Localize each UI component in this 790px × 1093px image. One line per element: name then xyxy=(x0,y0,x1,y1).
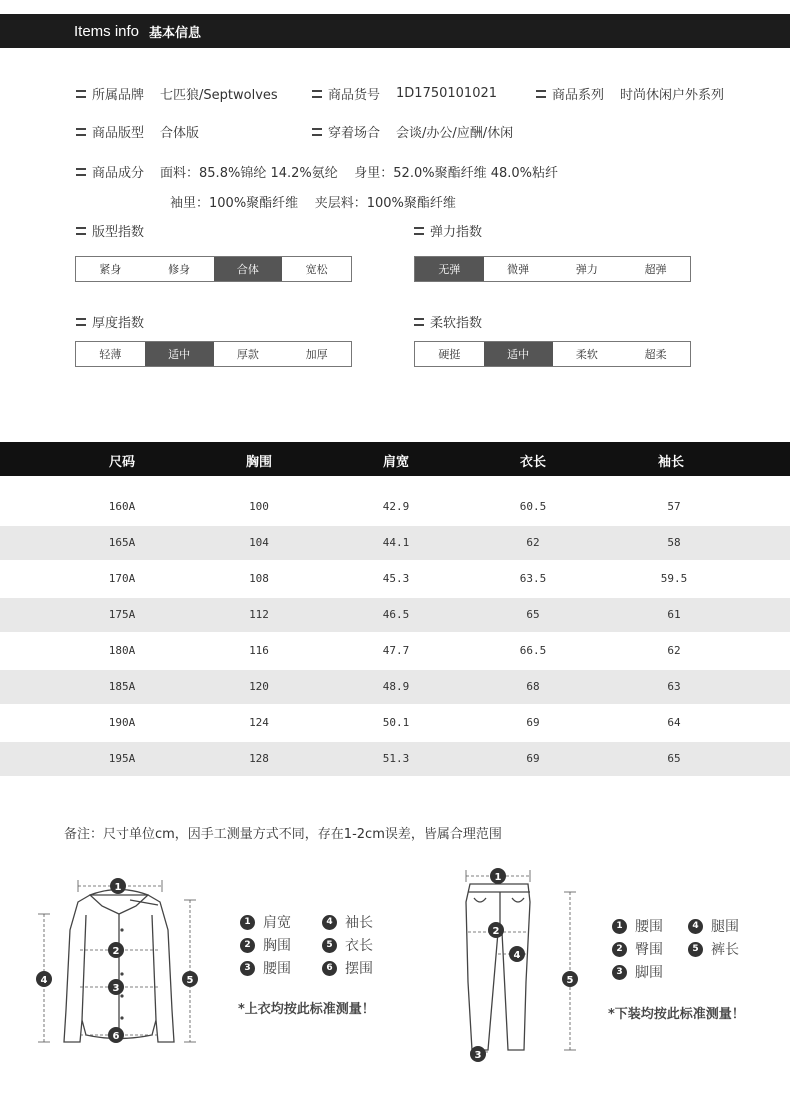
shirt-marker-1: 1 xyxy=(114,882,122,893)
table-cell: 104 xyxy=(249,536,269,549)
pants-legend-item: 3 脚围 xyxy=(612,962,663,982)
softness-option: 硬挺 xyxy=(438,348,461,361)
table-cell: 128 xyxy=(249,752,269,765)
col-sleeve-header: 袖长 xyxy=(657,455,685,470)
equals-icon xyxy=(312,90,322,98)
softness-index-title xyxy=(414,312,482,331)
table-cell: 63.5 xyxy=(519,572,547,585)
col-chest-header: 胸围 xyxy=(245,455,273,470)
occasion-value: 会谈/办公/应酬/休闲 xyxy=(396,126,514,141)
shirt-standard-note: *上衣均按此标准测量！ xyxy=(238,1002,375,1017)
table-cell: 46.5 xyxy=(382,608,410,621)
shirt-legend-item: 5 衣长 xyxy=(322,935,373,955)
table-cell: 62 xyxy=(526,536,540,549)
pants-legend xyxy=(612,916,782,986)
table-cell: 112 xyxy=(249,608,269,621)
pants-standard-note: *下装均按此标准测量！ xyxy=(608,1007,745,1022)
equals-icon xyxy=(76,168,86,176)
header-title-en: Items info xyxy=(74,22,140,40)
info-sku xyxy=(312,84,497,103)
pants-legend-item: 5 裤长 xyxy=(688,939,739,959)
shirt-marker-6: 6 xyxy=(112,1031,120,1042)
softness-option: 超柔 xyxy=(644,348,667,361)
table-row xyxy=(0,598,790,632)
table-cell: 45.3 xyxy=(382,572,410,585)
fit-label: 商品版型 xyxy=(92,126,145,141)
fit-index-title xyxy=(76,221,144,240)
table-cell: 42.9 xyxy=(382,500,410,513)
fit-index-scale xyxy=(75,256,352,282)
table-cell: 185A xyxy=(108,680,136,693)
info-fit xyxy=(76,122,199,141)
table-cell: 68 xyxy=(526,680,540,693)
table-cell: 64 xyxy=(667,716,681,729)
table-row xyxy=(0,634,790,668)
equals-icon xyxy=(76,227,86,235)
table-row xyxy=(0,706,790,740)
table-cell: 165A xyxy=(108,536,136,549)
shirt-marker-2: 2 xyxy=(112,946,120,957)
pants-legend-item: 4 腿围 xyxy=(688,916,739,936)
pants-marker-4: 4 xyxy=(513,950,521,961)
thickness-index-scale xyxy=(75,341,352,367)
pants-marker-5: 5 xyxy=(566,975,574,986)
table-cell: 65 xyxy=(667,752,681,765)
softness-option: 柔软 xyxy=(575,348,598,361)
fit-option: 合体 xyxy=(214,257,283,281)
table-cell: 180A xyxy=(108,644,136,657)
equals-icon xyxy=(536,90,546,98)
sku-value: 1D1750101021 xyxy=(396,86,498,101)
info-composition-line2 xyxy=(170,192,456,211)
pants-marker-2: 2 xyxy=(492,926,500,937)
table-cell: 65 xyxy=(526,608,540,621)
pants-measure-diagram xyxy=(440,862,590,1067)
composition-line1: 面料：85.8%锦纶 14.2%氨纶 身里：52.0%聚酯纤维 48.0%粘纤 xyxy=(160,166,559,181)
series-value: 时尚休闲户外系列 xyxy=(620,88,725,103)
table-cell: 170A xyxy=(108,572,136,585)
measurement-note: 备注：尺寸单位cm，因手工测量方式不同，存在1-2cm误差，皆属合理范围 xyxy=(64,827,502,842)
series-label: 商品系列 xyxy=(552,88,605,103)
table-cell: 58 xyxy=(667,536,681,549)
fit-option: 紧身 xyxy=(99,263,122,276)
table-cell: 120 xyxy=(249,680,269,693)
col-size-header: 尺码 xyxy=(108,455,136,470)
shirt-legend-item: 2 胸围 xyxy=(240,935,291,955)
fit-index-label: 版型指数 xyxy=(92,225,145,240)
table-cell: 57 xyxy=(667,500,681,513)
shirt-marker-5: 5 xyxy=(186,975,194,986)
shirt-measure-diagram xyxy=(30,870,220,1060)
equals-icon xyxy=(76,90,86,98)
equals-icon xyxy=(414,227,424,235)
softness-option: 适中 xyxy=(484,342,553,366)
elastic-option: 微弹 xyxy=(507,263,530,276)
table-cell: 59.5 xyxy=(660,572,688,585)
thickness-option: 适中 xyxy=(145,342,214,366)
table-cell: 66.5 xyxy=(519,644,547,657)
thickness-index-label: 厚度指数 xyxy=(92,316,145,331)
pants-marker-1: 1 xyxy=(494,872,502,883)
shirt-legend-item: 3 腰围 xyxy=(240,958,291,978)
table-row xyxy=(0,562,790,596)
header-title-cn: 基本信息 xyxy=(149,25,202,41)
elastic-option: 超弹 xyxy=(644,263,667,276)
table-cell: 51.3 xyxy=(382,752,410,765)
equals-icon xyxy=(312,128,322,136)
brand-label: 所属品牌 xyxy=(92,88,145,103)
info-composition xyxy=(76,162,558,181)
softness-index-label: 柔软指数 xyxy=(430,316,483,331)
table-row xyxy=(0,670,790,704)
elastic-index-scale xyxy=(414,256,691,282)
fit-value: 合体版 xyxy=(160,126,200,141)
table-cell: 116 xyxy=(249,644,269,657)
table-cell: 50.1 xyxy=(382,716,410,729)
table-cell: 63 xyxy=(667,680,681,693)
table-cell: 175A xyxy=(108,608,136,621)
elastic-option: 无弹 xyxy=(415,257,484,281)
pants-legend-item: 2 臀围 xyxy=(612,939,663,959)
table-cell: 61 xyxy=(667,608,681,621)
table-cell: 108 xyxy=(249,572,269,585)
table-cell: 69 xyxy=(526,716,540,729)
equals-icon xyxy=(76,128,86,136)
fit-option: 修身 xyxy=(168,263,191,276)
composition-label: 商品成分 xyxy=(92,166,145,181)
info-series xyxy=(536,84,724,103)
table-cell: 47.7 xyxy=(382,644,410,657)
table-row xyxy=(0,490,790,524)
equals-icon xyxy=(76,318,86,326)
composition-line2: 袖里：100%聚酯纤维 夹层料：100%聚酯纤维 xyxy=(170,196,456,211)
table-cell: 44.1 xyxy=(382,536,410,549)
thickness-option: 厚款 xyxy=(236,348,259,361)
softness-index-scale xyxy=(414,341,691,367)
table-row xyxy=(0,526,790,560)
col-shoulder-header: 肩宽 xyxy=(382,455,410,470)
shirt-legend-item: 6 摆围 xyxy=(322,958,373,978)
fit-option: 宽松 xyxy=(305,263,328,276)
shirt-legend-item: 4 袖长 xyxy=(322,912,373,932)
size-table-header xyxy=(0,442,790,476)
pants-marker-3: 3 xyxy=(474,1050,482,1061)
shirt-legend-item: 1 肩宽 xyxy=(240,912,291,932)
equals-icon xyxy=(414,318,424,326)
occasion-label: 穿着场合 xyxy=(328,126,381,141)
table-row xyxy=(0,742,790,776)
info-occasion xyxy=(312,122,513,141)
table-cell: 100 xyxy=(249,500,269,513)
table-cell: 62 xyxy=(667,644,681,657)
table-cell: 190A xyxy=(108,716,136,729)
table-cell: 195A xyxy=(108,752,136,765)
items-info-header xyxy=(0,14,790,48)
pants-legend-item: 1 腰围 xyxy=(612,916,663,936)
table-cell: 60.5 xyxy=(519,500,547,513)
table-cell: 124 xyxy=(249,716,269,729)
elastic-index-title xyxy=(414,221,482,240)
thickness-index-title xyxy=(76,312,144,331)
info-brand xyxy=(76,84,278,103)
elastic-index-label: 弹力指数 xyxy=(430,225,483,240)
table-cell: 69 xyxy=(526,752,540,765)
table-cell: 160A xyxy=(108,500,136,513)
shirt-marker-4: 4 xyxy=(40,975,48,986)
col-length-header: 衣长 xyxy=(519,455,547,470)
thickness-option: 轻薄 xyxy=(99,348,122,361)
sku-label: 商品货号 xyxy=(328,88,381,103)
thickness-option: 加厚 xyxy=(305,348,328,361)
table-cell: 48.9 xyxy=(382,680,410,693)
elastic-option: 弹力 xyxy=(575,263,598,276)
brand-value: 七匹狼/Septwolves xyxy=(160,88,278,103)
shirt-marker-3: 3 xyxy=(112,983,120,994)
